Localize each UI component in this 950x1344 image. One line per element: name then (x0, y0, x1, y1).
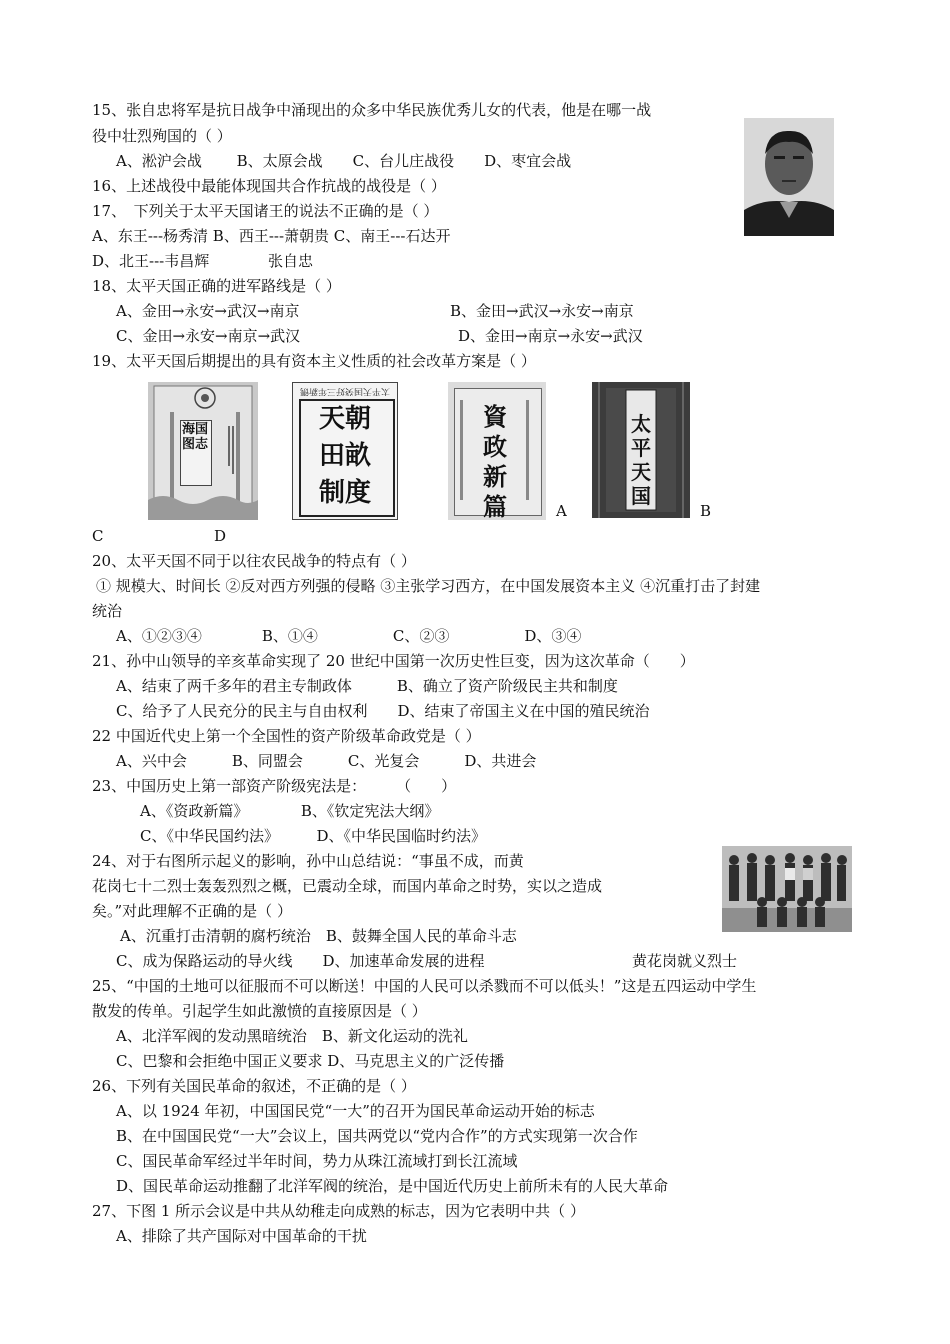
q27-text: 27、下图 1 所示会议是中共从幼稚走向成熟的标志，因为它表明中共（ ） (92, 1202, 585, 1220)
zhang-zizhong-portrait (744, 118, 834, 236)
huanghuagang-martyrs-photo (722, 846, 852, 932)
q20-items-line1: ① 规模大、时间长 ②反对西方列强的侵略 ③主张学习西方，在中国发展资本主义 ④沉重打击了封建 (96, 577, 761, 595)
q26-text: 26、下列有关国民革命的叙述，不正确的是（ ） (92, 1077, 416, 1095)
q21-options-cd: C、给予了人民充分的民主与自由权利 D、结束了帝国主义在中国的殖民统治 (116, 702, 650, 720)
q18-option-c: C、金田→永安→南京→武汉 (116, 327, 301, 345)
book-haiguo-tuzhi (148, 382, 258, 520)
book2-title: 天朝田畝制度 (318, 404, 371, 508)
q26-option-a: A、以 1924 年初，中国国民党“一大”的召开为国民革命运动开始的标志 (116, 1102, 595, 1120)
q23-text: 23、中国历史上第一部资产阶级宪法是： （ ） (92, 777, 457, 795)
q23-options-ab: A、《资政新篇》 B、《钦定宪法大纲》 (140, 802, 440, 820)
q24-options-ab: A、沉重打击清朝的腐朽统治 B、鼓舞全国人民的革命斗志 (120, 927, 517, 945)
book-zizheng-xinpian (448, 382, 546, 520)
q24-line3: 矣。”对此理解不正确的是（ ） (92, 902, 292, 920)
q15-line1: 15、张自忠将军是抗日战争中涌现出的众多中华民族优秀儿女的代表，他是在哪一战 (92, 101, 652, 119)
book2-header: 太平天国癸好三年新镌 (300, 386, 391, 396)
q15-line2: 役中壮烈殉国的（ ） (92, 127, 232, 145)
q26-option-b: B、在中国国民党“一大”会议上，国共两党以“党内合作”的方式实现第一次合作 (116, 1127, 638, 1145)
q22-options: A、兴中会 B、同盟会 C、光复会 D、共进会 (116, 752, 537, 770)
q17-options-line2: D、北王---韦昌辉 (92, 252, 210, 270)
q19-label-d: D (214, 527, 227, 545)
q20-items-line2: 统治 (92, 602, 123, 620)
q19-label-b: B (700, 502, 712, 520)
group-photo-icon (722, 846, 852, 932)
q21-text: 21、孙中山领导的辛亥革命实现了 20 世纪中国第一次历史性巨变，因为这次革命（ ） (92, 652, 695, 670)
q18-option-a: A、金田→永安→武汉→南京 (116, 302, 300, 320)
q18-text: 18、太平天国正确的进军路线是（ ） (92, 277, 341, 295)
q19-label-c: C (92, 527, 104, 545)
q20-text: 20、太平天国不同于以往农民战争的特点有（ ） (92, 552, 416, 570)
q19-label-a: A (556, 502, 567, 520)
q20-options: A、①②③④ B、①④ C、②③ D、③④ (116, 627, 582, 645)
q24-line1: 24、对于右图所示起义的影响，孙中山总结说：“事虽不成，而黄 (92, 852, 524, 870)
q21-options-ab: A、结束了两千多年的君主专制政体 B、确立了资产阶级民主共和制度 (116, 677, 618, 695)
q17-options-line1: A、东王---杨秀清 B、西王---萧朝贵 C、南王---石达开 (92, 227, 451, 245)
q26-option-d: D、国民革命运动推翻了北洋军阀的统治，是中国近代历史上前所未有的人民大革命 (116, 1177, 669, 1195)
q15-options: A、淞沪会战 B、太原会战 C、台儿庄战役 D、枣宜会战 (116, 152, 572, 170)
q26-option-c: C、国民革命军经过半年时间，势力从珠江流域打到长江流域 (116, 1152, 518, 1170)
zhang-zizhong-caption: 张自忠 (268, 252, 314, 270)
book1-title: 海国图志 (182, 422, 209, 452)
q25-line2: 散发的传单。引起学生如此激愤的直接原因是（ ） (92, 1002, 427, 1020)
q23-options-cd: C、《中华民国约法》 D、《中华民国临时约法》 (140, 827, 487, 845)
q17-text: 17、 下列关于太平天国诸王的说法不正确的是（ ） (92, 202, 439, 220)
q22-text: 22 中国近代史上第一个全国性的资产阶级革命政党是（ ） (92, 727, 481, 745)
q25-options-cd: C、巴黎和会拒绝中国正义要求 D、马克思主义的广泛传播 (116, 1052, 505, 1070)
q18-option-d: D、金田→南京→永安→武汉 (458, 327, 643, 345)
book3-title: 資政新篇 (483, 402, 507, 520)
portrait-photo-icon (744, 118, 834, 236)
q16-text: 16、上述战役中最能体现国共合作抗战的战役是（ ） (92, 177, 446, 195)
book4-title: 太平天国 (631, 412, 651, 508)
q24-options-cd: C、成为保路运动的导火线 D、加速革命发展的进程 (116, 952, 485, 970)
q24-line2: 花岗七十二烈士轰轰烈烈之概，已震动全球，而国内革命之时势，实以之造成 (92, 877, 603, 895)
book-tianchao-tianmu-zhidu (292, 382, 398, 520)
q27-option-a: A、排除了共产国际对中国革命的干扰 (116, 1227, 367, 1245)
q25-line1: 25、“中国的土地可以征服而不可以断送！中国的人民可以杀戮而不可以低头！”这是五四运动中学生 (92, 977, 757, 995)
huanggang-martyrs-caption: 黄花岗就义烈士 (632, 952, 738, 970)
book-taiping-tianguo (592, 382, 690, 518)
q19-text: 19、太平天国后期提出的具有资本主义性质的社会改革方案是（ ） (92, 352, 536, 370)
q18-option-b: B、金田→武汉→永安→南京 (450, 302, 634, 320)
q25-options-ab: A、北洋军阀的发动黑暗统治 B、新文化运动的洗礼 (116, 1027, 468, 1045)
